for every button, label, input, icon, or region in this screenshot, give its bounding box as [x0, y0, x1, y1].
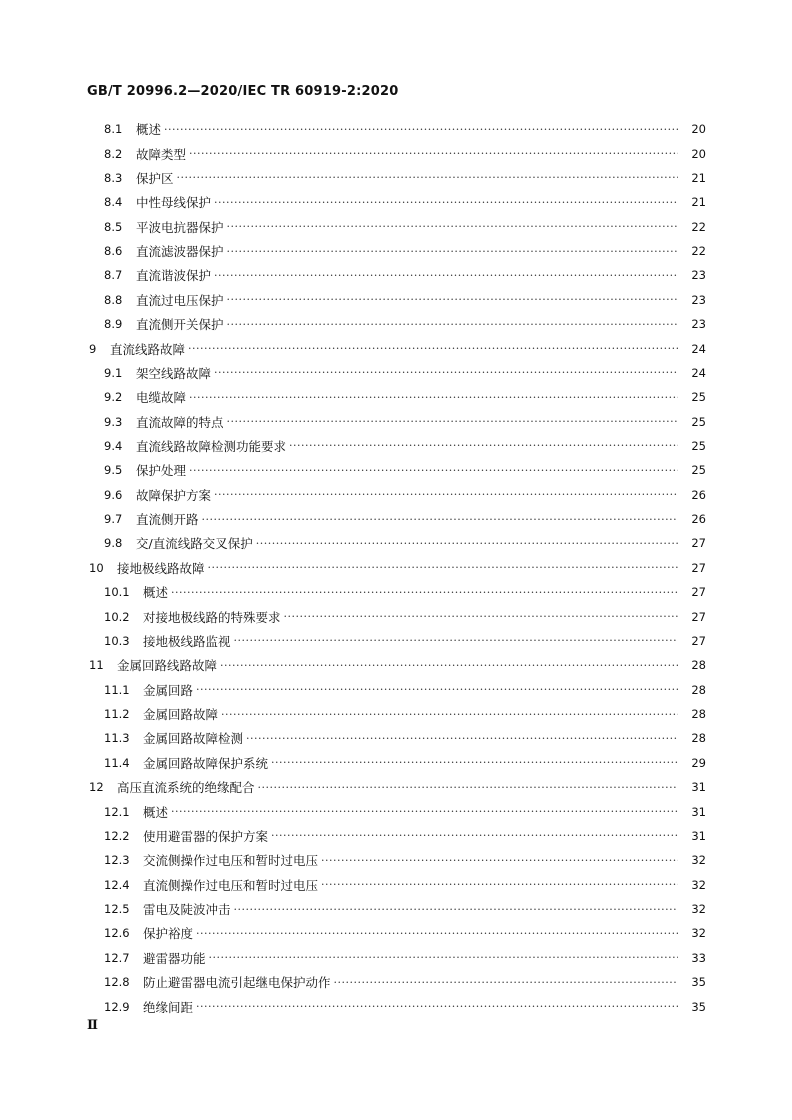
- dot-leader: [234, 634, 678, 647]
- toc-entry-number: 9.3: [104, 414, 123, 429]
- toc-entry-title: 直流过电压保护: [136, 292, 224, 308]
- toc-entry-number: 9.6: [104, 487, 123, 502]
- toc-entry-page: 32: [691, 926, 706, 941]
- toc-entry-number: 11: [89, 658, 104, 673]
- toc-entry[interactable]: [0, 556, 792, 580]
- toc-entry-title: 交/直流线路交叉保护: [136, 536, 253, 552]
- dot-leader: [214, 196, 678, 209]
- toc-entry-title: 概述: [143, 585, 169, 601]
- toc-entry-page: 25: [691, 438, 706, 453]
- toc-entry-title: 直流侧开路: [136, 512, 199, 528]
- toc-entry-title: 平波电抗器保护: [136, 219, 224, 235]
- toc-entry[interactable]: [0, 775, 792, 799]
- toc-entry-number: 8.3: [104, 170, 123, 185]
- toc-entry-number: 10: [89, 560, 104, 575]
- toc-entry-number: 8.8: [104, 292, 123, 307]
- toc-entry[interactable]: [0, 117, 792, 141]
- toc-entry-number: 8.6: [104, 244, 123, 259]
- toc-entry-title: 直流侧操作过电压和暂时过电压: [143, 877, 319, 893]
- toc-entry-page: 26: [691, 512, 706, 527]
- toc-entry-title: 架空线路故障: [136, 365, 212, 381]
- toc-entry-title: 金属回路故障保护系统: [143, 755, 269, 771]
- dot-leader: [214, 269, 678, 282]
- toc-entry-number: 12.6: [104, 926, 130, 941]
- dot-leader: [234, 903, 678, 916]
- dot-leader: [196, 927, 678, 940]
- toc-entry[interactable]: [0, 239, 792, 263]
- toc-entry-title: 对接地极线路的特殊要求: [143, 609, 281, 625]
- toc-entry-title: 交流侧操作过电压和暂时过电压: [143, 853, 319, 869]
- toc-entry-title: 避雷器功能: [143, 950, 206, 966]
- toc-entry-number: 10.1: [104, 585, 130, 600]
- toc-entry-title: 使用避雷器的保护方案: [143, 828, 269, 844]
- dot-leader: [214, 488, 678, 501]
- toc-entry-title: 直流滤波器保护: [136, 244, 224, 260]
- toc-entry-page: 27: [691, 536, 706, 551]
- toc-entry-title: 电缆故障: [136, 390, 187, 406]
- dot-leader: [214, 366, 678, 379]
- toc-entry[interactable]: [0, 458, 792, 482]
- toc-entry-number: 8.5: [104, 219, 123, 234]
- dot-leader: [246, 732, 678, 745]
- toc-entry-page: 31: [691, 780, 706, 795]
- dot-leader: [189, 464, 678, 477]
- dot-leader: [321, 878, 678, 891]
- dot-leader: [177, 171, 678, 184]
- toc-entry-page: 25: [691, 463, 706, 478]
- toc-entry[interactable]: [0, 653, 792, 677]
- toc-entry-number: 12.2: [104, 828, 130, 843]
- dot-leader: [289, 439, 678, 452]
- toc-entry[interactable]: [0, 629, 792, 653]
- toc-entry-number: 12.4: [104, 877, 130, 892]
- toc-entry-title: 接地极线路监视: [143, 633, 231, 649]
- toc-entry-title: 金属回路: [143, 682, 194, 698]
- dot-leader: [227, 415, 678, 428]
- dot-leader: [171, 805, 678, 818]
- toc-entry-title: 接地极线路故障: [117, 560, 205, 576]
- toc-entry[interactable]: [0, 336, 792, 360]
- toc-entry-page: 22: [691, 219, 706, 234]
- toc-entry-title: 概述: [136, 122, 162, 138]
- toc-entry-page: 31: [691, 828, 706, 843]
- toc-entry-page: 23: [691, 268, 706, 283]
- toc-entry-page: 24: [691, 365, 706, 380]
- toc-entry-number: 11.2: [104, 707, 130, 722]
- dot-leader: [227, 293, 678, 306]
- toc-entry-page: 27: [691, 560, 706, 575]
- toc-entry-title: 保护处理: [136, 463, 187, 479]
- toc-entry-number: 9.2: [104, 390, 123, 405]
- document-header: GB/T 20996.2—2020/IEC TR 60919-2:2020: [87, 84, 399, 99]
- toc-entry-title: 直流侧开关保护: [136, 317, 224, 333]
- dot-leader: [189, 147, 678, 160]
- toc-entry-title: 直流故障的特点: [136, 414, 224, 430]
- dot-leader: [208, 561, 678, 574]
- toc-entry[interactable]: [0, 799, 792, 823]
- toc-entry-title: 金属回路故障检测: [143, 731, 244, 747]
- toc-entry-number: 12: [89, 780, 104, 795]
- toc-entry-title: 概述: [143, 804, 169, 820]
- toc-entry[interactable]: [0, 970, 792, 994]
- toc-entry-title: 高压直流系统的绝缘配合: [117, 780, 255, 796]
- toc-entry[interactable]: [0, 751, 792, 775]
- toc-entry-title: 金属回路故障: [143, 707, 219, 723]
- toc-entry-number: 8.7: [104, 268, 123, 283]
- toc-entry-number: 11.3: [104, 731, 130, 746]
- toc-entry-page: 32: [691, 902, 706, 917]
- toc-entry[interactable]: [0, 702, 792, 726]
- dot-leader: [196, 683, 678, 696]
- toc-entry[interactable]: [0, 531, 792, 555]
- dot-leader: [258, 781, 678, 794]
- dot-leader: [227, 245, 678, 258]
- toc-entry[interactable]: [0, 872, 792, 896]
- toc-entry-number: 12.9: [104, 999, 130, 1014]
- dot-leader: [321, 854, 678, 867]
- toc-entry[interactable]: [0, 897, 792, 921]
- page-number: Ⅱ: [87, 1018, 98, 1033]
- dot-leader: [196, 1000, 678, 1013]
- toc-entry[interactable]: [0, 483, 792, 507]
- toc-entry-page: 29: [691, 755, 706, 770]
- dot-leader: [209, 951, 678, 964]
- toc-entry-title: 保护裕度: [143, 926, 194, 942]
- dot-leader: [227, 220, 678, 233]
- toc-entry-page: 20: [691, 146, 706, 161]
- toc-entry[interactable]: [0, 190, 792, 214]
- toc-entry[interactable]: [0, 288, 792, 312]
- toc-entry-page: 32: [691, 853, 706, 868]
- dot-leader: [202, 513, 678, 526]
- toc-entry-number: 12.7: [104, 950, 130, 965]
- toc-entry-number: 11.1: [104, 682, 130, 697]
- toc-entry-number: 12.5: [104, 902, 130, 917]
- toc-entry-page: 23: [691, 292, 706, 307]
- toc-entry-number: 9.7: [104, 512, 123, 527]
- dot-leader: [271, 756, 678, 769]
- toc-entry-page: 28: [691, 731, 706, 746]
- toc-entry-page: 22: [691, 244, 706, 259]
- toc-entry[interactable]: [0, 409, 792, 433]
- toc-entry-title: 保护区: [136, 170, 174, 186]
- toc-entry[interactable]: [0, 946, 792, 970]
- toc-entry-number: 8.1: [104, 122, 123, 137]
- toc-entry[interactable]: [0, 166, 792, 190]
- toc-entry-page: 25: [691, 414, 706, 429]
- toc-entry[interactable]: [0, 507, 792, 531]
- toc-entry-number: 9.1: [104, 365, 123, 380]
- toc-entry[interactable]: [0, 263, 792, 287]
- toc-entry-number: 9: [89, 341, 97, 356]
- toc-entry-title: 直流线路故障: [110, 341, 186, 357]
- toc-entry-page: 21: [691, 195, 706, 210]
- toc-entry-page: 20: [691, 122, 706, 137]
- toc-entry-title: 雷电及陡波冲击: [143, 902, 231, 918]
- toc-entry-page: 24: [691, 341, 706, 356]
- toc-entry-page: 23: [691, 317, 706, 332]
- toc-entry-number: 9.5: [104, 463, 123, 478]
- toc-entry-title: 直流线路故障检测功能要求: [136, 438, 287, 454]
- toc-entry-number: 12.1: [104, 804, 130, 819]
- toc-entry-number: 8.2: [104, 146, 123, 161]
- toc-entry-title: 防止避雷器电流引起继电保护动作: [143, 975, 331, 991]
- toc-entry-page: 26: [691, 487, 706, 502]
- toc-entry-page: 32: [691, 877, 706, 892]
- toc-entry-page: 27: [691, 609, 706, 624]
- dot-leader: [189, 391, 678, 404]
- toc-entry-title: 直流谐波保护: [136, 268, 212, 284]
- toc-entry[interactable]: [0, 921, 792, 945]
- toc-entry[interactable]: [0, 604, 792, 628]
- dot-leader: [164, 123, 678, 136]
- toc-entry[interactable]: [0, 312, 792, 336]
- dot-leader: [221, 708, 678, 721]
- toc-entry-number: 10.2: [104, 609, 130, 624]
- toc-entry-number: 12.8: [104, 975, 130, 990]
- toc-entry[interactable]: [0, 385, 792, 409]
- toc-entry-title: 绝缘间距: [143, 999, 194, 1015]
- dot-leader: [271, 829, 678, 842]
- toc-entry-number: 11.4: [104, 755, 130, 770]
- toc-entry[interactable]: [0, 361, 792, 385]
- toc-entry-page: 27: [691, 585, 706, 600]
- dot-leader: [284, 610, 678, 623]
- dot-leader: [220, 659, 678, 672]
- toc-entry[interactable]: [0, 726, 792, 750]
- dot-leader: [171, 586, 678, 599]
- toc-entry[interactable]: [0, 434, 792, 458]
- toc-entry-page: 35: [691, 975, 706, 990]
- toc-entry-number: 10.3: [104, 633, 130, 648]
- toc-entry-page: 25: [691, 390, 706, 405]
- toc-entry[interactable]: [0, 580, 792, 604]
- toc-entry-number: 8.9: [104, 317, 123, 332]
- toc-entry-title: 中性母线保护: [136, 195, 212, 211]
- dot-leader: [188, 342, 678, 355]
- toc-entry-page: 31: [691, 804, 706, 819]
- toc-entry-number: 9.4: [104, 438, 123, 453]
- toc-entry-number: 12.3: [104, 853, 130, 868]
- toc-entry-page: 28: [691, 682, 706, 697]
- toc-entry[interactable]: [0, 141, 792, 165]
- toc-entry-number: 8.4: [104, 195, 123, 210]
- toc-entry-title: 故障保护方案: [136, 487, 212, 503]
- toc-entry[interactable]: [0, 214, 792, 238]
- toc-entry-page: 21: [691, 170, 706, 185]
- toc-entry-page: 28: [691, 707, 706, 722]
- toc-entry-title: 故障类型: [136, 146, 187, 162]
- toc-entry-number: 9.8: [104, 536, 123, 551]
- toc-entry-title: 金属回路线路故障: [117, 658, 218, 674]
- toc-entry-page: 28: [691, 658, 706, 673]
- toc-entry[interactable]: [0, 824, 792, 848]
- toc-entry-page: 27: [691, 633, 706, 648]
- dot-leader: [256, 537, 678, 550]
- toc-entry[interactable]: [0, 678, 792, 702]
- toc-entry[interactable]: [0, 848, 792, 872]
- toc-entry[interactable]: [0, 994, 792, 1018]
- toc-entry-page: 33: [691, 950, 706, 965]
- dot-leader: [334, 976, 678, 989]
- dot-leader: [227, 318, 678, 331]
- toc-entry-page: 35: [691, 999, 706, 1014]
